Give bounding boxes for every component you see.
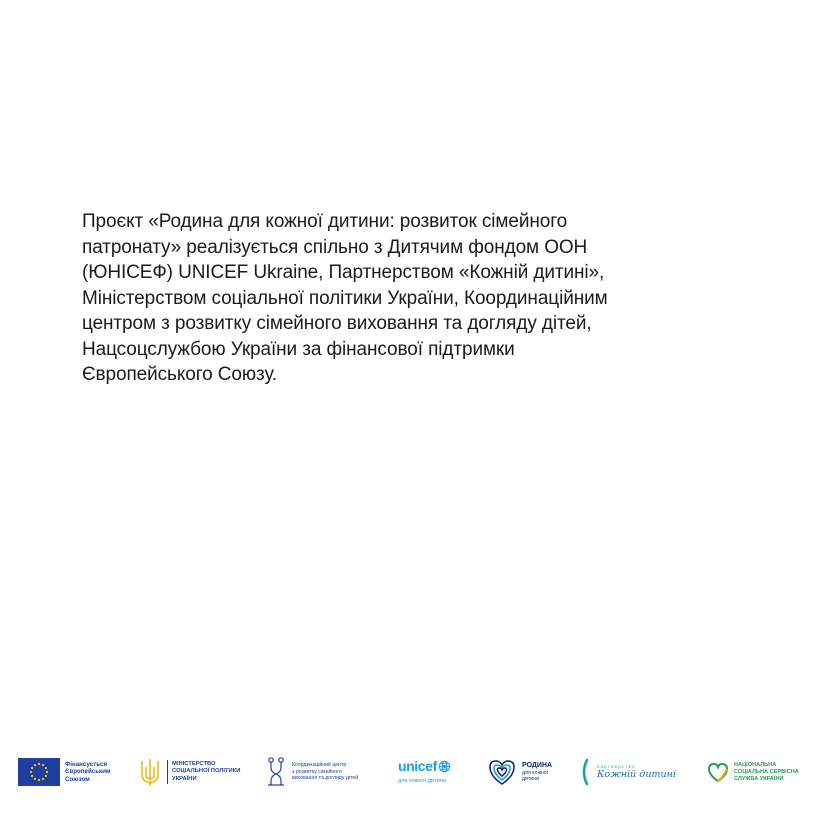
coordination-centre-mark-icon: [265, 756, 287, 788]
nsss-logo-line: СОЦІАЛЬНА СЕРВІСНА: [734, 768, 799, 775]
description-line: Європейського Союзу.: [82, 364, 278, 385]
coordination-logo-line: виховання та догляду дітей: [292, 775, 359, 782]
partnership-logo: [580, 748, 690, 796]
rodyna-logo-subline: дитини: [522, 776, 539, 782]
ministry-logo: [139, 748, 251, 796]
unicef-wordmark-row: [398, 759, 451, 773]
coordination-logo-line: Координаційний центр: [292, 762, 347, 769]
eu-logo-line: Союзом: [65, 775, 90, 783]
coordination-centre-logo-text: [292, 762, 358, 781]
ministry-logo-line: МІНІСТЕРСТВО: [172, 760, 216, 767]
description-line: центром з розвитку сімейного виховання та догляду дітей,: [82, 313, 592, 334]
partner-logos-strip: [0, 748, 820, 796]
ministry-logo-line: УКРАЇНИ: [172, 775, 197, 782]
partnership-logo-text: [597, 764, 676, 780]
eu-logo-text: [65, 761, 110, 783]
description-line: Міністерством соціальної політики України, Координаційним: [82, 287, 608, 309]
unicef-logo: [398, 748, 463, 796]
rodyna-logo: [487, 748, 567, 796]
description-line: патронату» реалізується спільно з Дитячим фондом ООН: [82, 236, 588, 258]
national-social-service-logo: [706, 748, 810, 796]
unicef-globe-icon: [438, 760, 451, 773]
coordination-logo-line: з розвитку сімейного: [292, 768, 342, 775]
partnership-small-text: партнерство: [597, 764, 636, 769]
nsss-logo-line: НАЦІОНАЛЬНА: [734, 761, 777, 768]
description-line: Проєкт «Родина для кожної дитини: розвиток сімейного: [82, 211, 568, 232]
nsss-logo-line: СЛУЖБА УКРАЇНИ: [734, 775, 784, 782]
rodyna-logo-subline: для кожної: [522, 769, 549, 776]
eu-logo-line: Європейським: [65, 768, 111, 776]
parentheses-icon: [580, 758, 594, 786]
nsss-logo-text: [734, 762, 799, 783]
unicef-tagline: для кожної дитини: [398, 778, 447, 784]
heart-leaf-icon: [706, 760, 730, 784]
description-line: Нацсоцслужбою України за фінансової підтримки: [82, 338, 515, 360]
eu-flag-icon: [18, 758, 60, 786]
eu-logo-line: Фінансується: [65, 760, 108, 768]
ministry-logo-text: [172, 761, 240, 783]
project-description: [82, 209, 742, 388]
unicef-wordmark: unicef: [398, 758, 437, 774]
ministry-divider: [167, 760, 168, 784]
rodyna-logo-title: РОДИНА: [522, 761, 553, 769]
heart-house-icon: [487, 757, 517, 787]
ministry-logo-line: СОЦІАЛЬНОЇ ПОЛІТИКИ: [172, 768, 241, 775]
partnership-big-text: Кожній дитині: [597, 769, 676, 780]
trident-icon: [139, 757, 161, 787]
description-line: (ЮНІСЕФ) UNICEF Ukraine, Партнерством «Кожній дитині»,: [82, 262, 605, 283]
coordination-centre-logo: [265, 748, 383, 796]
eu-stars: [18, 758, 60, 786]
rodyna-logo-text: [522, 762, 552, 782]
eu-logo: [18, 748, 128, 796]
